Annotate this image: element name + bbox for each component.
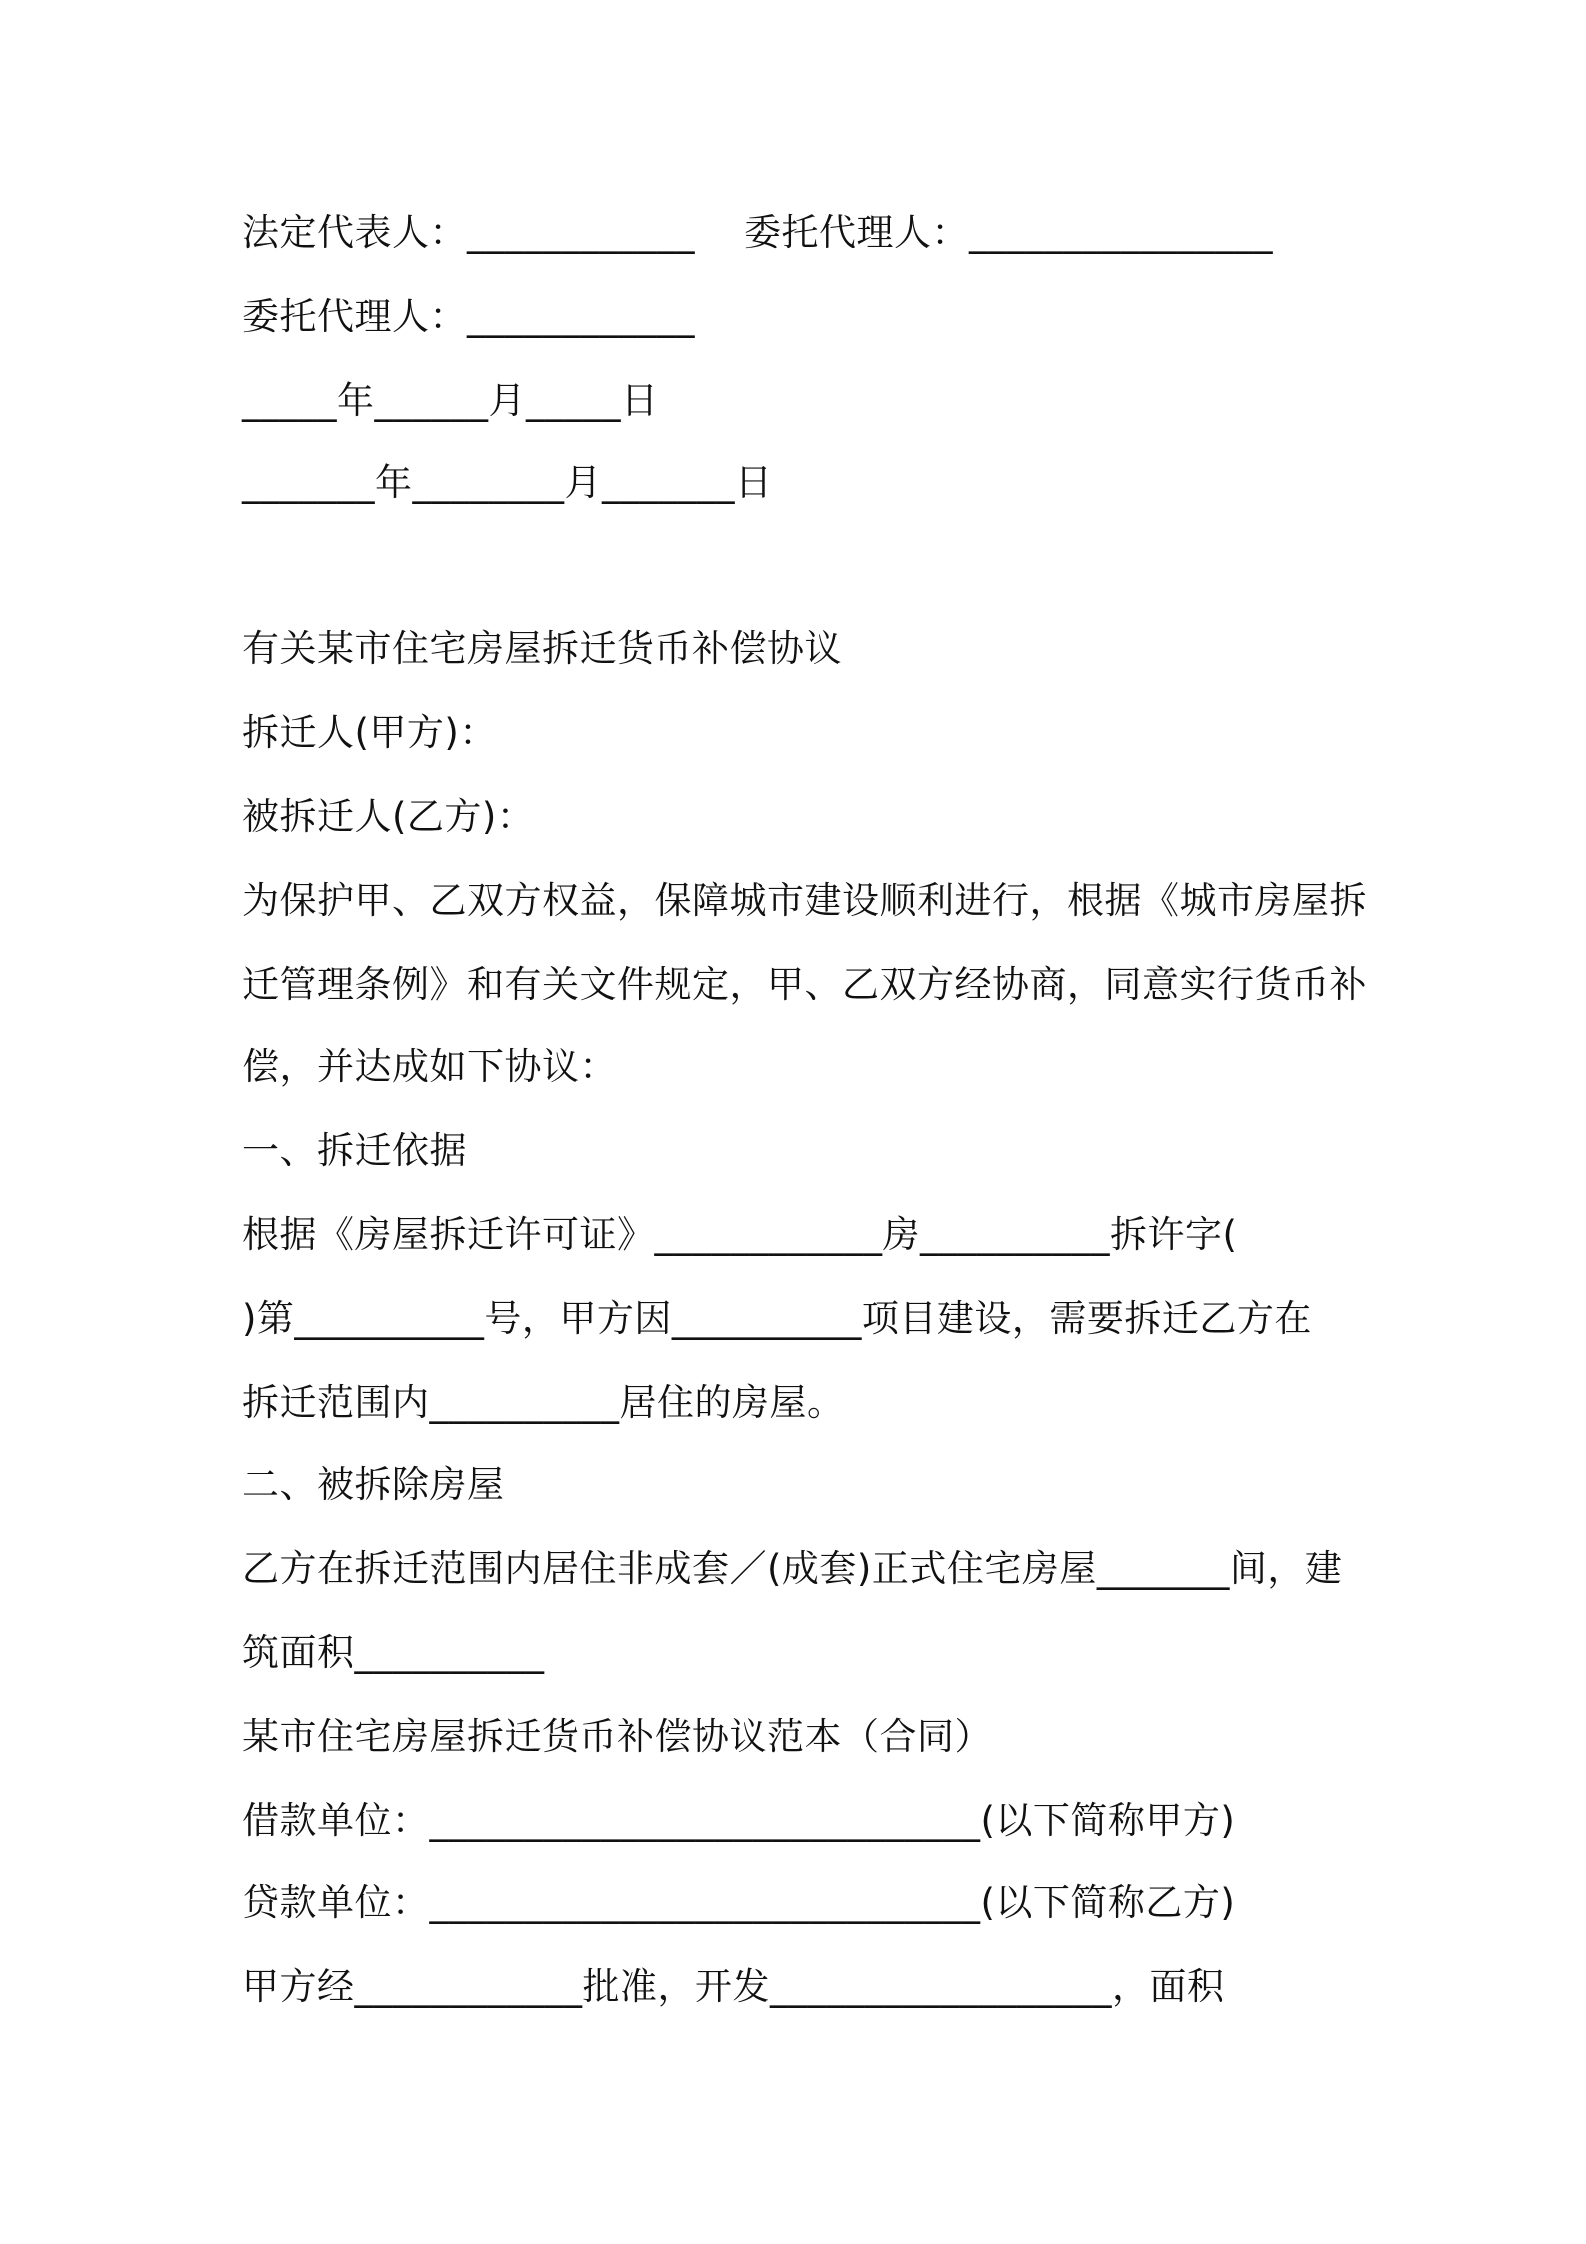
section-2-line-2: 筑面积__________ — [242, 1631, 545, 1674]
preamble-line-3: 偿，并达成如下协议： — [242, 1045, 617, 1088]
section-1-line-3: 拆迁范围内__________居住的房屋。 — [242, 1381, 845, 1424]
date-line-2: _______年________月_______日 — [242, 461, 773, 504]
party-b-line: 被拆迁人(乙方)： — [242, 795, 535, 838]
section-heading-1: 一、拆迁依据 — [242, 1129, 467, 1172]
section-1-line-2: )第__________号，甲方因__________项目建设，需要拆迁乙方在 — [242, 1297, 1312, 1340]
preamble-line-2: 迁管理条例》和有关文件规定，甲、乙双方经协商，同意实行货币补 — [242, 963, 1367, 1006]
party-a-line: 拆迁人(甲方)： — [242, 711, 497, 754]
document-title: 有关某市住宅房屋拆迁货币补偿协议 — [242, 627, 842, 670]
approval-line: 甲方经____________批准，开发__________________，面积 — [242, 1965, 1225, 2008]
date-line-1: _____年______月_____日 — [242, 379, 659, 422]
signature-line-agent: 委托代理人：____________ — [242, 295, 695, 338]
section-1-line-1: 根据《房屋拆迁许可证》____________房__________拆许字( — [242, 1213, 1238, 1256]
template-title: 某市住宅房屋拆迁货币补偿协议范本（合同） — [242, 1715, 992, 1758]
signature-line-legal-rep: 法定代表人：____________ 委托代理人：________________ — [242, 211, 1274, 254]
section-2-line-1: 乙方在拆迁范围内居住非成套／(成套)正式住宅房屋_______间，建 — [242, 1547, 1343, 1590]
section-heading-2: 二、被拆除房屋 — [242, 1463, 505, 1506]
lender-line: 贷款单位：_____________________________(以下简称乙方) — [242, 1881, 1236, 1924]
borrower-line: 借款单位：_____________________________(以下简称甲方) — [242, 1799, 1236, 1842]
preamble-line-1: 为保护甲、乙双方权益，保障城市建设顺利进行，根据《城市房屋拆 — [242, 879, 1367, 922]
